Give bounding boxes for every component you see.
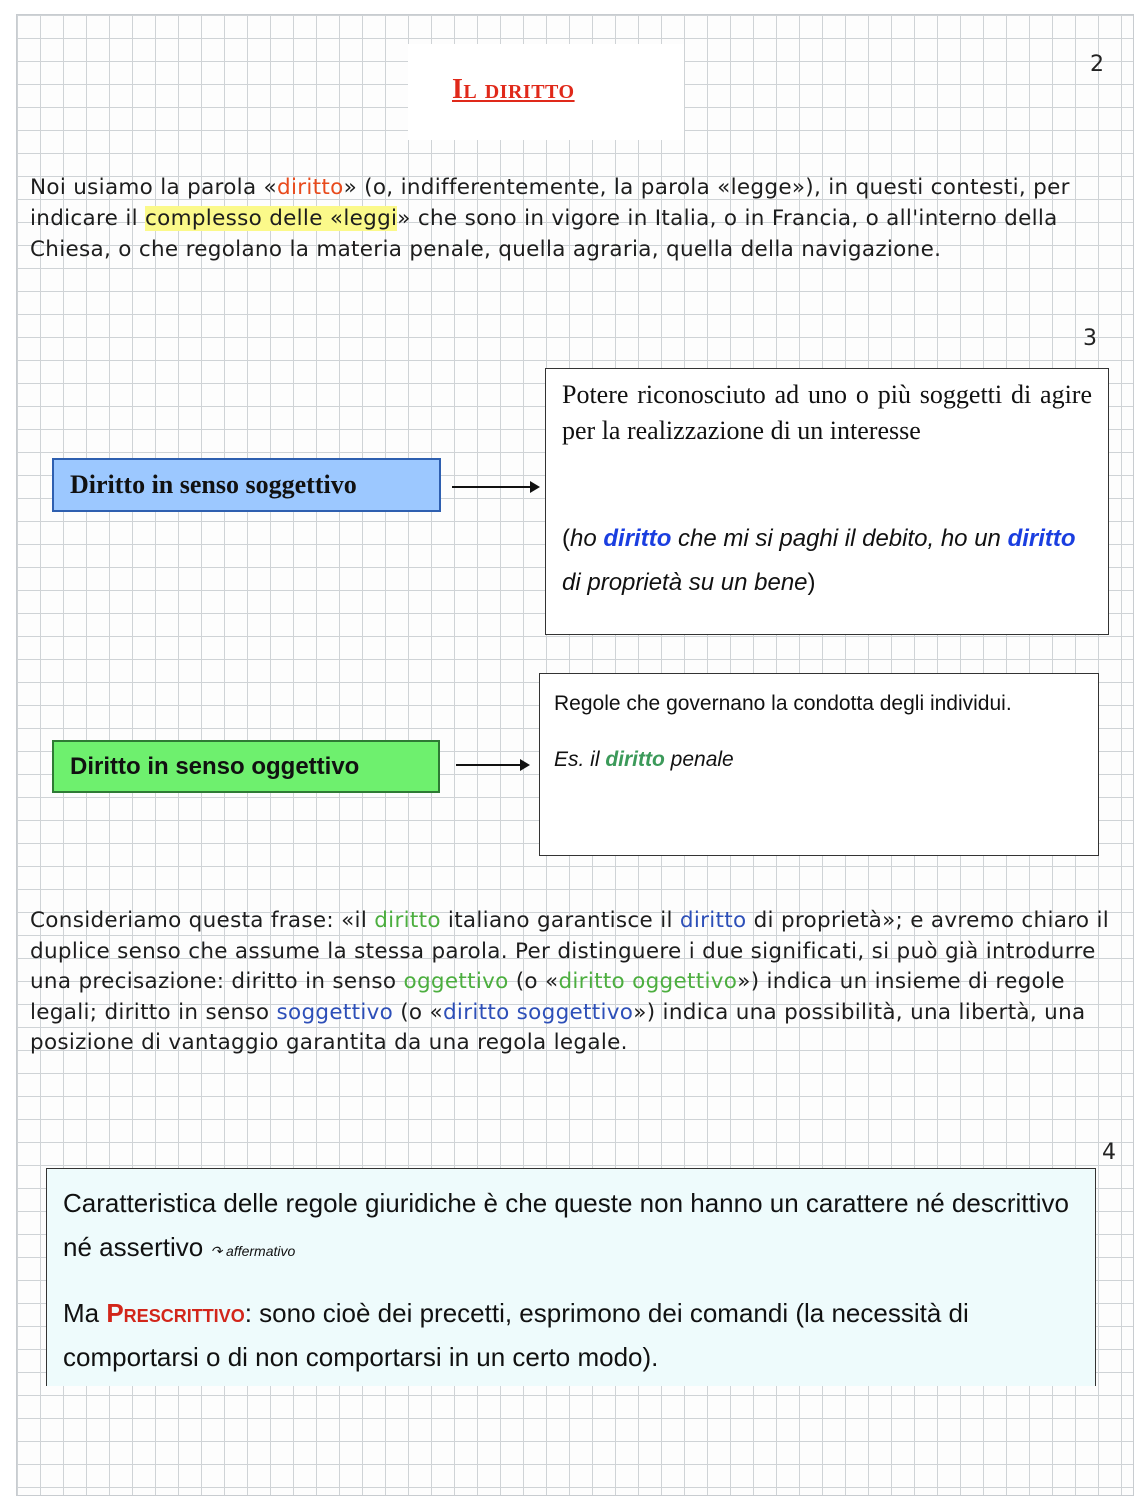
soggettivo-example: (ho diritto che mi si paghi il debito, ho un diritto di proprietà su un bene) <box>562 525 1076 596</box>
oggettivo-label-box <box>52 740 440 793</box>
soggettivo-definition-box <box>545 368 1109 635</box>
prescriptive-text: Ma Prescrittivo: sono cioè dei precetti, esprimono dei comandi (la necessità di comportarsi o di non comportarsi in un certo modo). <box>63 1298 969 1372</box>
word-diritto: diritto <box>277 175 344 200</box>
page-number-2: 2 <box>1090 52 1105 77</box>
characteristics-box <box>46 1168 1096 1386</box>
soggettivo-label: Diritto in senso soggettivo <box>70 470 357 499</box>
characteristics-text: Caratteristica delle regole giuridiche è che queste non hanno un carattere né descrittivo né assertivo ↷ affermativo <box>63 1188 1069 1262</box>
highlighted-phrase: complesso delle «leggi <box>145 206 398 231</box>
oggettivo-label: Diritto in senso oggettivo <box>70 752 360 780</box>
handwritten-annotation: ↷ affermativo <box>210 1243 296 1259</box>
oggettivo-example: Es. il diritto penale <box>554 748 734 771</box>
prescrittivo-keyword: Prescrittivo <box>106 1298 245 1328</box>
page-number-4: 4 <box>1102 1140 1117 1165</box>
soggettivo-label-box <box>52 458 441 512</box>
word-diritto-blue: diritto <box>1007 525 1076 552</box>
word-diritto-blue: diritto <box>603 525 672 552</box>
page-number-3: 3 <box>1083 326 1098 351</box>
intro-paragraph: Noi usiamo la parola «diritto» (o, indifferentemente, la parola «legge»), in questi contesti, per indicare il complesso delle «leggi» che sono in vigore in Italia, o in Francia, o all'interno della Chiesa, o che regolano la materia penale, quella agraria, quella della navigazione. <box>30 175 1070 262</box>
soggettivo-definition: Potere riconosciuto ad uno o più soggetti di agire per la realizzazione di un interesse <box>562 380 1092 445</box>
arrow-soggettivo <box>452 486 538 488</box>
arrow-oggettivo <box>456 764 528 766</box>
oggettivo-definition: Regole che governano la condotta degli individui. <box>554 692 1012 715</box>
word-diritto-green: diritto <box>605 748 665 771</box>
oggettivo-definition-box <box>539 673 1099 856</box>
page-title: Il diritto <box>452 74 575 105</box>
distinction-paragraph: Consideriamo questa frase: «il diritto italiano garantisce il diritto di proprietà»; e avremo chiaro il duplice senso che assume la stessa parola. Per distinguere i due significati, si può già introdurre una precisazione: diritto in senso oggettivo (o «diritto oggettivo») indica un insieme di regole legali; diritto in senso soggettivo (o «diritto soggettivo») indica una possibilità, una libertà, una posizione di vantaggio garantita da una regola legale. <box>30 908 1110 1055</box>
